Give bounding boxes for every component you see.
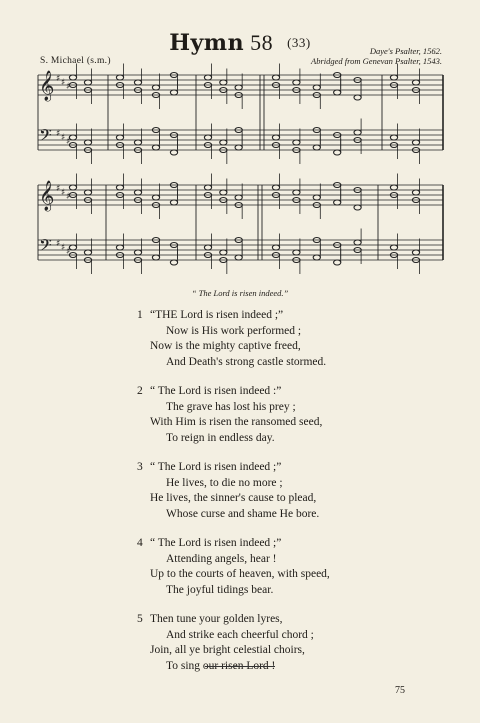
sharp-icon: ♯: [61, 133, 66, 143]
note-head: [412, 80, 419, 85]
sharp-icon: ♯: [66, 82, 71, 92]
note-head: [152, 255, 159, 260]
note-head: [204, 135, 211, 140]
note-head: [116, 185, 123, 190]
note-head: [204, 75, 211, 80]
sharp-icon: ♯: [56, 239, 61, 249]
note-head: [116, 75, 123, 80]
page-number: 75: [395, 685, 405, 696]
sharp-icon: ♯: [56, 74, 61, 84]
note-head: [84, 140, 91, 145]
note-head: [313, 195, 320, 200]
note-head: [293, 140, 300, 145]
verse-line: The grave has lost his prey ;: [166, 400, 296, 413]
note-head: [170, 260, 177, 265]
note-head: [293, 190, 300, 195]
verse-1: [137, 308, 450, 370]
note-head: [390, 75, 397, 80]
note-head: [84, 190, 91, 195]
verse-number: 2: [137, 385, 143, 397]
note-head: [390, 135, 397, 140]
note-head: [293, 250, 300, 255]
musical-score: [0, 0, 480, 290]
verse-number: 3: [137, 461, 143, 473]
note-head: [152, 85, 159, 90]
hymn-word: Hymn: [169, 30, 245, 56]
verse-4: [137, 536, 450, 598]
verse-line: Attending angels, hear !: [166, 552, 277, 565]
note-head: [170, 90, 177, 95]
sharp-icon: ♯: [66, 247, 71, 257]
note-head: [84, 80, 91, 85]
note-head: [220, 250, 227, 255]
verse-line: The joyful tidings bear.: [166, 583, 274, 596]
verse-line: With Him is risen the ransomed seed,: [150, 416, 323, 428]
verse-line: He lives, the sinner's cause to plead,: [150, 492, 317, 504]
bass-clef-icon: 𝄢: [39, 235, 52, 259]
note-head: [152, 145, 159, 150]
treble-clef-icon: 𝄞: [39, 71, 55, 101]
note-head: [235, 195, 242, 200]
caption: “ The Lord is risen indeed.”: [191, 288, 289, 298]
verse-line: And strike each cheerful chord ;: [166, 628, 314, 641]
note-head: [354, 95, 361, 100]
note-head: [390, 245, 397, 250]
verse-line: Now is His work performed ;: [166, 324, 302, 337]
note-head: [272, 245, 279, 250]
verse-number: 1: [137, 309, 143, 321]
note-head: [334, 150, 341, 155]
note-head: [116, 245, 123, 250]
note-head: [354, 130, 361, 135]
verse-line: Whose curse and shame He bore.: [166, 507, 320, 520]
note-head: [412, 250, 419, 255]
alt-hymn-number: (33): [287, 35, 311, 50]
verse-line: To reign in endless day.: [166, 431, 275, 444]
note-head: [204, 185, 211, 190]
note-head: [235, 255, 242, 260]
verse-line: 4 “ The Lord is risen indeed ;”: [150, 536, 450, 552]
note-head: [235, 145, 242, 150]
verse-3: [137, 460, 450, 522]
note-head: [170, 150, 177, 155]
sharp-icon: ♯: [61, 243, 66, 253]
note-head: [69, 75, 76, 80]
note-head: [390, 185, 397, 190]
sharp-icon: ♯: [61, 78, 66, 88]
verse-line: Join, all ye bright celestial choirs,: [150, 644, 305, 656]
verse-line: Up to the courts of heaven, with speed,: [150, 568, 330, 580]
note-head: [152, 195, 159, 200]
attribution-line-1: Daye's Psalter, 1562.: [369, 46, 442, 56]
note-head: [272, 185, 279, 190]
note-head: [412, 140, 419, 145]
note-head: [235, 85, 242, 90]
verses: [137, 308, 450, 688]
note-head: [170, 200, 177, 205]
attribution-line-2: Abridged from Genevan Psalter, 1543.: [311, 56, 442, 66]
note-head: [313, 255, 320, 260]
verse-line: To sing our risen Lord !: [166, 659, 276, 672]
note-head: [220, 80, 227, 85]
note-head: [313, 145, 320, 150]
verse-line: 3 “ The Lord is risen indeed ;”: [150, 460, 450, 476]
note-head: [134, 140, 141, 145]
tune-name: S. Michael (s.m.): [40, 56, 111, 66]
verse-line: And Death's strong castle stormed.: [166, 355, 327, 368]
note-head: [69, 135, 76, 140]
verse-5: [137, 612, 450, 674]
note-head: [293, 80, 300, 85]
verse-line: 5 Then tune your golden lyres,: [150, 612, 450, 628]
sharp-icon: ♯: [56, 184, 61, 194]
note-head: [412, 190, 419, 195]
note-head: [69, 185, 76, 190]
sharp-icon: ♯: [66, 192, 71, 202]
bass-clef-icon: 𝄢: [39, 125, 52, 149]
verse-line: He lives, to die no more ;: [166, 476, 283, 489]
sharp-icon: ♯: [56, 129, 61, 139]
hymn-number: 58: [250, 30, 274, 55]
note-head: [334, 90, 341, 95]
note-head: [272, 75, 279, 80]
note-head: [313, 85, 320, 90]
note-head: [69, 245, 76, 250]
note-head: [334, 200, 341, 205]
note-head: [354, 205, 361, 210]
verse-line: 1 “THE Lord is risen indeed ;”: [150, 308, 450, 324]
note-head: [354, 240, 361, 245]
note-head: [84, 250, 91, 255]
note-head: [334, 260, 341, 265]
note-head: [116, 135, 123, 140]
verse-number: 4: [137, 537, 143, 549]
verse-number: 5: [137, 613, 143, 625]
sharp-icon: ♯: [61, 188, 66, 198]
verse-line: 2 “ The Lord is risen indeed :”: [150, 384, 450, 400]
divider-rule: [205, 666, 275, 667]
note-head: [272, 135, 279, 140]
verse-line: Now is the mighty captive freed,: [150, 340, 301, 352]
note-head: [220, 190, 227, 195]
note-head: [220, 140, 227, 145]
treble-clef-icon: 𝄞: [39, 181, 55, 211]
note-head: [134, 80, 141, 85]
verse-2: [137, 384, 450, 446]
note-head: [134, 250, 141, 255]
note-head: [134, 190, 141, 195]
note-head: [204, 245, 211, 250]
sharp-icon: ♯: [66, 137, 71, 147]
